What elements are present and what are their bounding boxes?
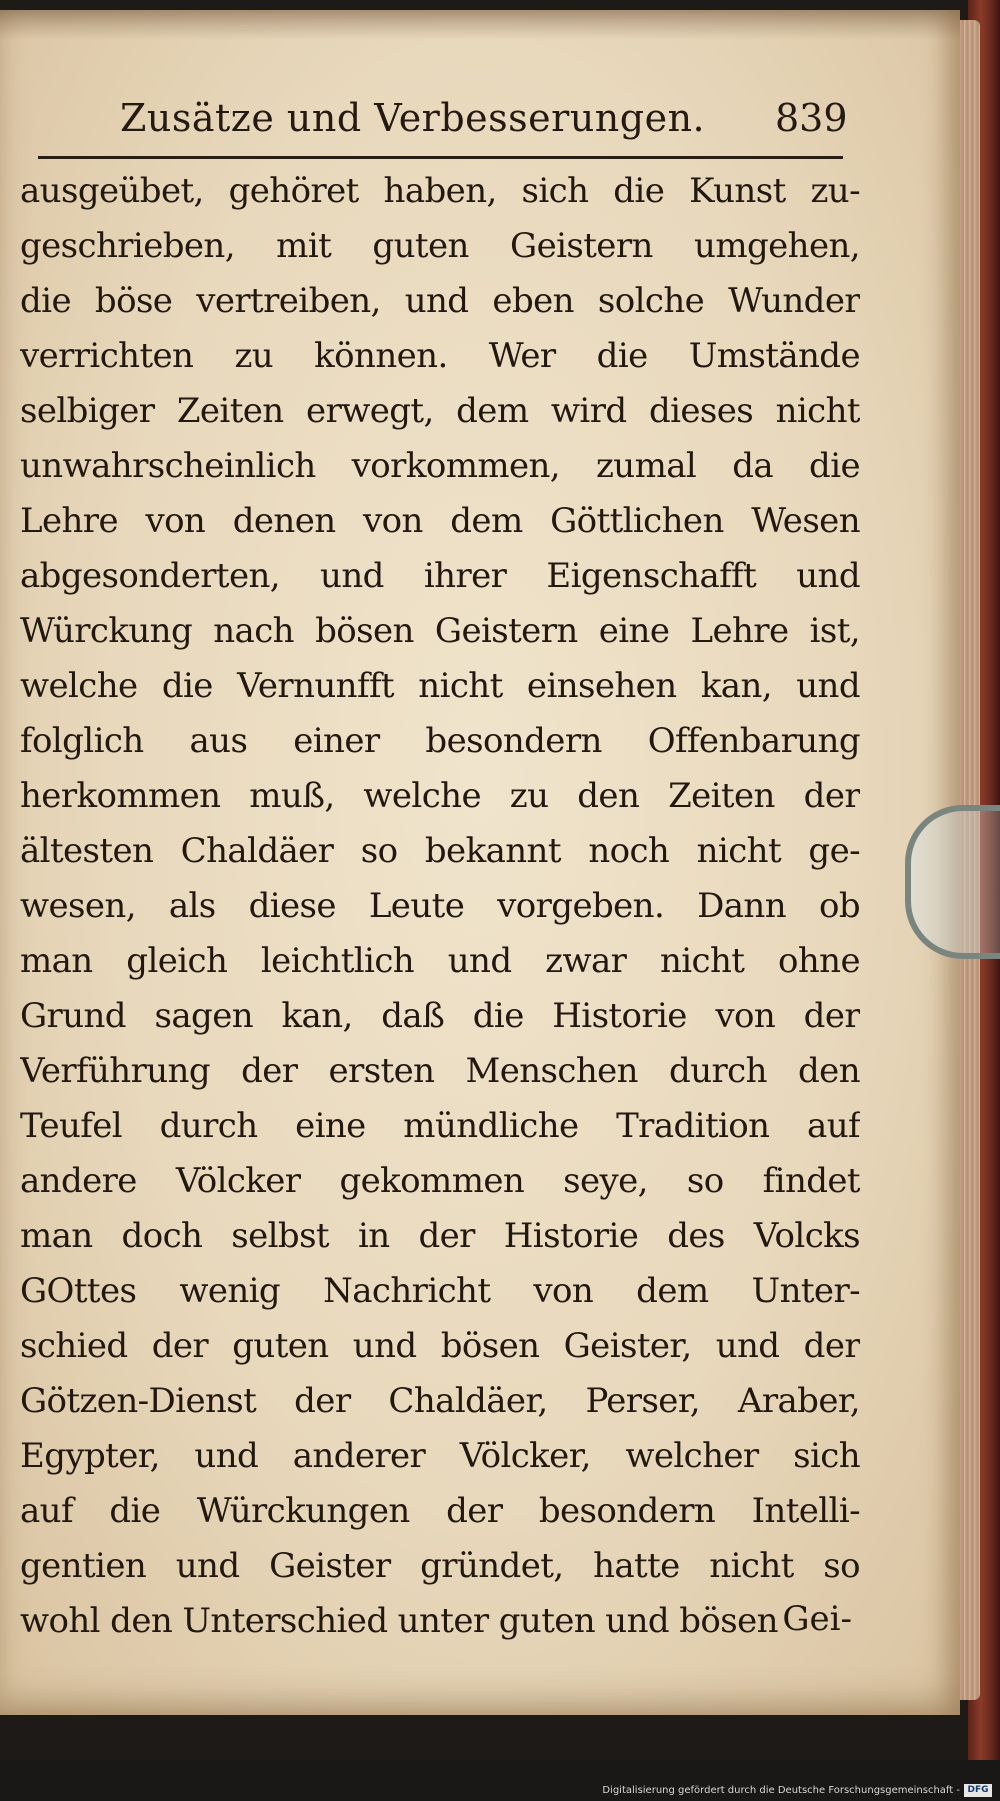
text-line: Götzen-Dienst der Chaldäer, Perser, Araber,: [20, 1381, 860, 1421]
text-line: abgesonderten, und ihrer Eigenschafft und: [20, 556, 860, 596]
text-line: GOttes wenig Nachricht von dem Unter-: [20, 1271, 860, 1311]
text-line: man gleich leichtlich und zwar nicht ohne: [20, 941, 860, 981]
text-line: andere Völcker gekommen seye, so findet: [20, 1161, 860, 1201]
text-line: unwahrscheinlich vorkommen, zumal da die: [20, 446, 860, 486]
text-line: verrichten zu können. Wer die Umstände: [20, 336, 860, 376]
page-clip: [905, 805, 1000, 959]
text-line: Würckung nach bösen Geistern eine Lehre ist,: [20, 611, 860, 651]
text-line: folglich aus einer besondern Offenbarung: [20, 721, 860, 761]
text-line: auf die Würckungen der besondern Intelli-: [20, 1491, 860, 1531]
text-line: Teufel durch eine mündliche Tradition auf: [20, 1106, 860, 1146]
text-line: selbiger Zeiten erwegt, dem wird dieses nicht: [20, 391, 860, 431]
header-rule: [38, 156, 843, 159]
dfg-logo: DFG: [964, 1784, 992, 1797]
catchword: Gei-: [782, 1599, 852, 1639]
digitization-credit: Digitalisierung gefördert durch die Deutsche Forschungsgemeinschaft -: [602, 1785, 960, 1796]
body-text: [20, 164, 860, 1649]
text-line: schied der guten und bösen Geister, und der: [20, 1326, 860, 1366]
text-line: ältesten Chaldäer so bekannt noch nicht ge-: [20, 831, 860, 871]
page-top-shadow: [0, 10, 960, 40]
text-line: wohl den Unterschied unter guten und bösen: [20, 1601, 778, 1641]
page-number: 839: [775, 96, 848, 140]
text-line: Grund sagen kan, daß die Historie von der: [20, 996, 860, 1036]
text-line: wesen, als diese Leute vorgeben. Dann ob: [20, 886, 860, 926]
text-line: geschrieben, mit guten Geistern umgehen,: [20, 226, 860, 266]
text-line: Lehre von denen von dem Göttlichen Wesen: [20, 501, 860, 541]
text-line: Verführung der ersten Menschen durch den: [20, 1051, 860, 1091]
text-line: die böse vertreiben, und eben solche Wunder: [20, 281, 860, 321]
text-line: welche die Vernunfft nicht einsehen kan, und: [20, 666, 860, 706]
running-title: Zusätze und Verbesserungen.: [120, 96, 706, 140]
text-line: gentien und Geister gründet, hatte nicht so: [20, 1546, 860, 1586]
text-line: ausgeübet, gehöret haben, sich die Kunst zu-: [20, 171, 860, 211]
text-line: herkommen muß, welche zu den Zeiten der: [20, 776, 860, 816]
text-line: man doch selbst in der Historie des Volcks: [20, 1216, 860, 1256]
text-line: Egypter, und anderer Völcker, welcher sich: [20, 1436, 860, 1476]
